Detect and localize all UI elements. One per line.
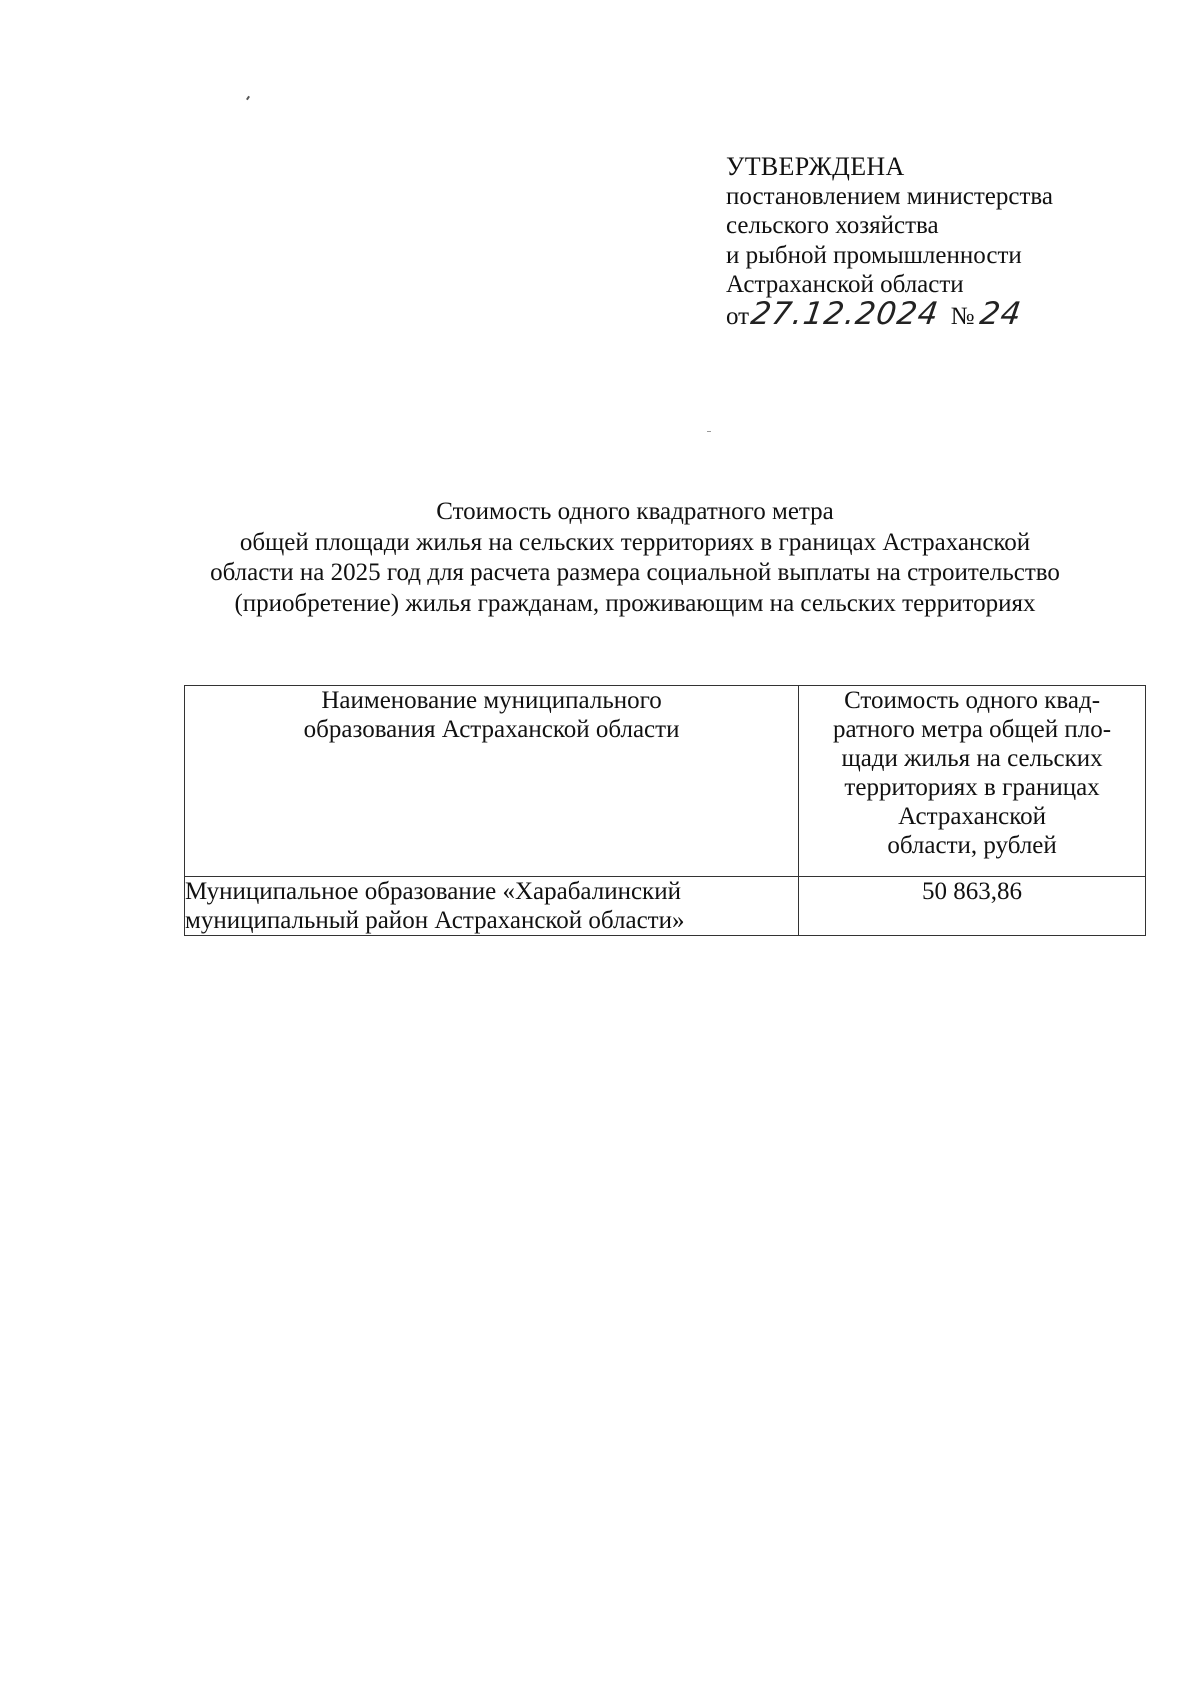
date-prefix: от	[726, 302, 750, 330]
document-title-line: общей площади жилья на сельских территориях в границах Астраханской	[239, 528, 1031, 556]
header-cost-line: территориях в границах	[844, 774, 1100, 801]
header-cost-line: Стоимость одного квад-	[844, 687, 1101, 714]
number-sign: №	[950, 302, 975, 330]
header-municipality-line: Наименование муниципального	[321, 687, 662, 714]
approval-line-3: и рыбной промышленности	[726, 241, 1022, 269]
municipality-name-line: Муниципальное образование «Харабалинский	[185, 878, 681, 905]
cost-value-cell: 50 863,86	[799, 877, 1146, 936]
approval-line-1: постановлением министерства	[726, 182, 1053, 210]
header-municipality-line: образования Астраханской области	[303, 716, 680, 743]
table-header-row	[185, 686, 1146, 877]
document-title-line: области на 2025 год для расчета размера социальной выплаты на строительство	[210, 559, 1060, 586]
handwritten-date: 27.12.2024	[748, 295, 942, 332]
approval-line-4: Астраханской области	[726, 271, 964, 298]
municipality-name-line: муниципальный район Астраханской области»	[185, 907, 685, 934]
approval-line-2: сельского хозяйства	[726, 212, 939, 239]
header-municipality	[185, 686, 799, 877]
header-cost-line: щади жилья на сельских	[841, 745, 1103, 772]
header-cost-line: области, рублей	[887, 832, 1057, 859]
municipality-cell	[185, 877, 799, 936]
document-title-line: Стоимость одного квадратного метра	[436, 498, 834, 525]
approval-stamp	[726, 152, 1053, 331]
header-cost	[799, 686, 1146, 877]
table-row	[185, 877, 1146, 936]
scan-artifact-dot	[707, 431, 711, 432]
approval-title: УТВЕРЖДЕНА	[726, 152, 905, 181]
header-cost-line: ратного метра общей пло-	[833, 716, 1112, 743]
handwritten-number: 24	[978, 295, 1025, 332]
document-title	[160, 497, 1110, 619]
document-title-line: (приобретение) жилья гражданам, проживающим на сельских территориях	[234, 589, 1036, 617]
scan-artifact-mark	[246, 96, 250, 100]
header-cost-line: Астраханской	[898, 803, 1046, 830]
cost-table	[184, 685, 1146, 936]
approval-date-line	[726, 295, 1053, 332]
